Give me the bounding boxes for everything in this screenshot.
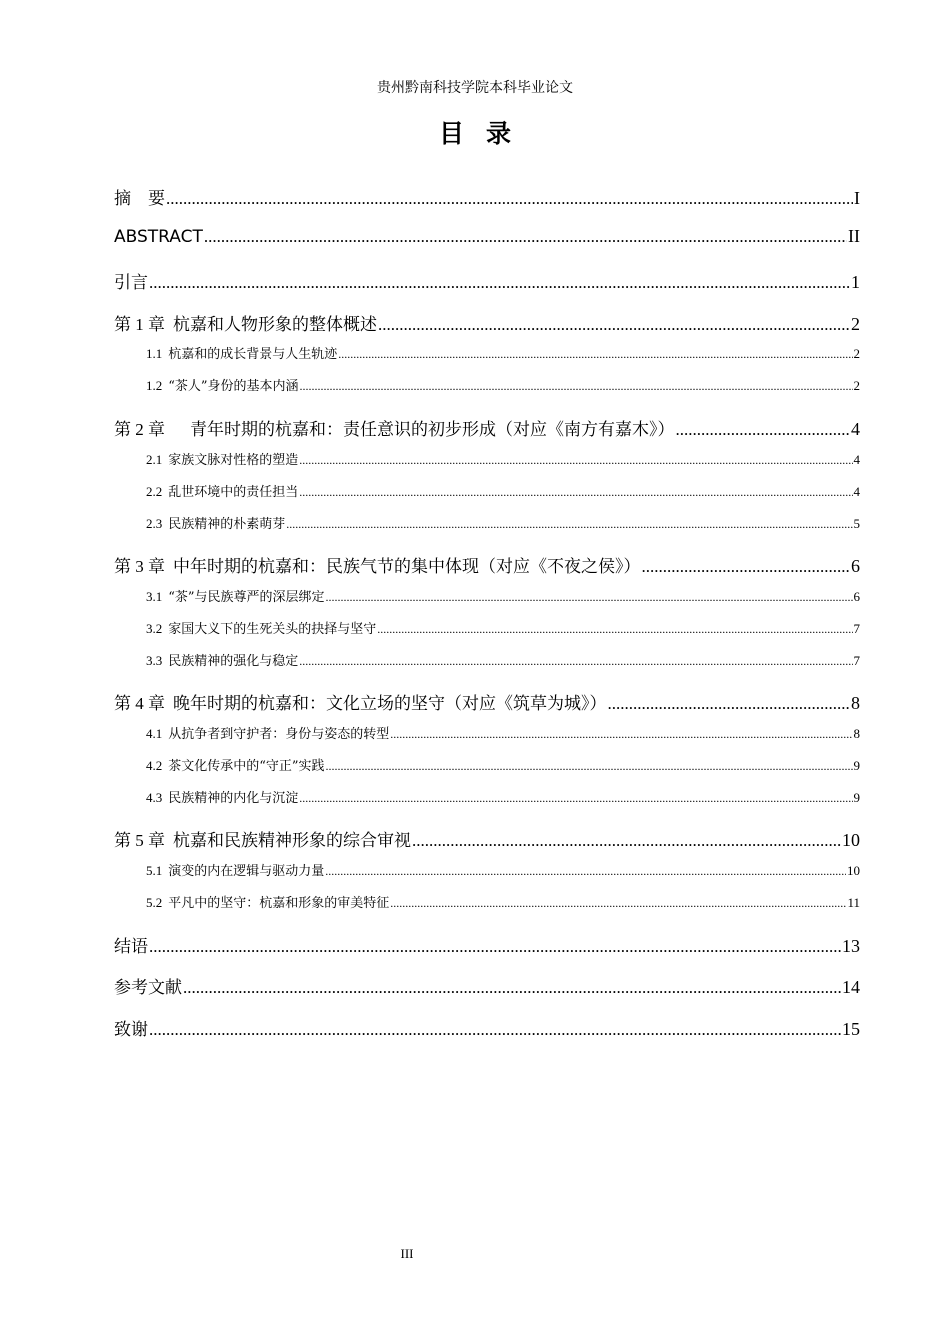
toc-entry-number: 第 2 章 — [114, 420, 165, 439]
toc-entry-page: 9 — [853, 758, 860, 773]
toc-entry-number: 3.3 — [146, 653, 163, 668]
toc-leader-dots — [338, 347, 852, 362]
toc-section-entry[interactable] — [146, 449, 860, 468]
toc-leader-dots — [676, 420, 851, 440]
toc-entry-page: I — [854, 188, 860, 208]
toc-leader-dots — [204, 227, 847, 247]
toc-leader-dots — [149, 937, 841, 957]
toc-entry-title: “茶”与民族尊严的深层绑定 — [168, 590, 325, 605]
toc-entry-title: 平凡中的坚守：杭嘉和形象的审美特征 — [168, 896, 390, 911]
page-number: III — [400, 1246, 414, 1261]
toc-leader-dots — [326, 590, 853, 605]
toc-entry-page: 4 — [851, 419, 860, 439]
toc-entry-page: 2 — [853, 378, 860, 393]
toc-entry-title: 从抗争者到守护者：身份与姿态的转型 — [168, 727, 390, 742]
toc-entry-title: 结语 — [114, 937, 148, 957]
toc-leader-dots — [149, 273, 850, 293]
toc-entry-number: 2.2 — [146, 484, 163, 499]
toc-entry-page: 2 — [851, 314, 860, 334]
toc-leader-dots — [299, 654, 852, 669]
toc-section-entry[interactable] — [146, 787, 860, 806]
toc-leader-dots — [299, 485, 852, 500]
toc-section-entry[interactable] — [146, 375, 860, 394]
running-header: 贵州黔南科技学院本科毕业论文 — [377, 80, 573, 96]
toc-entry-title: 致谢 — [114, 1020, 148, 1040]
toc-entry-number: 4.1 — [146, 726, 163, 741]
toc-entry-page: 8 — [853, 726, 860, 741]
toc-section-entry[interactable] — [146, 755, 860, 774]
toc-entry-page: 8 — [851, 693, 860, 713]
toc-section-entry[interactable] — [146, 586, 860, 605]
toc-entry-number: 第 4 章 — [114, 694, 165, 713]
toc-entry-number: 第 5 章 — [114, 831, 165, 850]
toc-entry-title: 杭嘉和民族精神形象的综合审视 — [173, 831, 411, 851]
toc-entry-title: ABSTRACT — [114, 227, 203, 247]
toc-entry-title: 民族精神的朴素萌芽 — [168, 517, 286, 532]
toc-entry-number: 2.3 — [146, 516, 163, 531]
toc-entry-page: 6 — [853, 589, 860, 604]
toc-entry-title: 青年时期的杭嘉和：责任意识的初步形成（对应《南方有嘉木》） — [173, 420, 675, 440]
toc-entry-title: 家族文脉对性格的塑造 — [168, 453, 299, 468]
toc-chapter-entry[interactable] — [114, 268, 860, 293]
toc-entry-page: 13 — [842, 936, 860, 956]
toc-chapter-entry[interactable] — [114, 552, 860, 577]
toc-section-entry[interactable] — [146, 343, 860, 362]
toc-entry-title: 民族精神的强化与稳定 — [168, 654, 299, 669]
toc-entry-page: 14 — [842, 977, 860, 997]
toc-chapter-entry[interactable] — [114, 310, 860, 335]
toc-entry-page: 11 — [847, 895, 860, 910]
toc-entry-number: 第 1 章 — [114, 315, 165, 334]
toc-entry-title: 乱世环境中的责任担当 — [168, 485, 299, 500]
toc-leader-dots — [412, 831, 841, 851]
toc-entry-number: 4.2 — [146, 758, 163, 773]
toc-chapter-entry[interactable] — [114, 932, 860, 957]
toc-entry-page: 7 — [853, 621, 860, 636]
toc-entry-title: “茶人”身份的基本内涵 — [168, 379, 299, 394]
toc-entry-number: 5.1 — [146, 863, 163, 878]
toc-entry-number: 4.3 — [146, 790, 163, 805]
toc-leader-dots — [325, 864, 846, 879]
toc-entry-title: 晚年时期的杭嘉和：文化立场的坚守（对应《筑草为城》） — [173, 694, 607, 714]
toc-entry-title: 杭嘉和的成长背景与人生轨迹 — [168, 347, 338, 362]
toc-chapter-entry[interactable] — [114, 415, 860, 440]
toc-entry-title: 家国大义下的生死关头的抉择与坚守 — [168, 622, 377, 637]
toc-leader-dots — [183, 978, 841, 998]
toc-entry-number: 1.1 — [146, 346, 163, 361]
toc-leader-dots — [390, 896, 846, 911]
toc-leader-dots — [326, 759, 853, 774]
toc-entry-page: 7 — [853, 653, 860, 668]
toc-entry-title: 参考文献 — [114, 978, 182, 998]
toc-leader-dots — [299, 791, 852, 806]
toc-chapter-entry[interactable] — [114, 184, 860, 209]
toc-entry-number: 3.2 — [146, 621, 163, 636]
toc-leader-dots — [300, 379, 853, 394]
toc-leader-dots — [608, 694, 851, 714]
toc-entry-title: 民族精神的内化与沉淀 — [168, 791, 299, 806]
toc-entry-page: 10 — [842, 830, 860, 850]
toc-entry-number: 5.2 — [146, 895, 163, 910]
toc-chapter-entry[interactable] — [114, 226, 860, 247]
toc-entry-number: 1.2 — [146, 378, 163, 393]
toc-entry-title: 摘 要 — [114, 189, 165, 209]
toc-entry-page: 2 — [853, 346, 860, 361]
toc-entry-page: 6 — [851, 556, 860, 576]
toc-entry-title: 杭嘉和人物形象的整体概述 — [173, 315, 377, 335]
toc-section-entry[interactable] — [146, 723, 860, 742]
toc-entry-page: II — [848, 226, 860, 246]
toc-entry-page: 4 — [853, 452, 860, 467]
toc-section-entry[interactable] — [146, 513, 860, 532]
toc-entry-number: 3.1 — [146, 589, 163, 604]
toc-entry-number: 2.1 — [146, 452, 163, 467]
toc-leader-dots — [286, 517, 852, 532]
toc-leader-dots — [149, 1020, 841, 1040]
toc-entry-number: 第 3 章 — [114, 557, 165, 576]
toc-leader-dots — [377, 622, 852, 637]
toc-section-entry[interactable] — [146, 650, 860, 669]
toc-chapter-entry[interactable] — [114, 826, 860, 851]
toc-section-entry[interactable] — [146, 892, 860, 911]
toc-entry-page: 15 — [842, 1019, 860, 1039]
toc-entry-page: 4 — [853, 484, 860, 499]
toc-entry-page: 1 — [851, 272, 860, 292]
toc-entry-page: 5 — [853, 516, 860, 531]
toc-section-entry[interactable] — [146, 618, 860, 637]
toc-chapter-entry[interactable] — [114, 973, 860, 998]
toc-chapter-entry[interactable] — [114, 1015, 860, 1040]
toc-leader-dots — [166, 189, 853, 209]
toc-leader-dots — [390, 727, 852, 742]
toc-section-entry[interactable] — [146, 481, 860, 500]
toc-chapter-entry[interactable] — [114, 689, 860, 714]
toc-entry-title: 演变的内在逻辑与驱动力量 — [168, 864, 325, 879]
toc-entry-title: 中年时期的杭嘉和：民族气节的集中体现（对应《不夜之侯》） — [173, 557, 641, 577]
toc-entry-title: 引言 — [114, 273, 148, 293]
toc-entry-title: 茶文化传承中的“守正”实践 — [168, 759, 325, 774]
toc-section-entry[interactable] — [146, 860, 860, 879]
toc-entry-page: 9 — [853, 790, 860, 805]
toc-entry-page: 10 — [847, 863, 860, 878]
toc-leader-dots — [378, 315, 850, 335]
toc-leader-dots — [642, 557, 851, 577]
toc-leader-dots — [299, 453, 852, 468]
toc-title: 目录 — [438, 119, 533, 148]
